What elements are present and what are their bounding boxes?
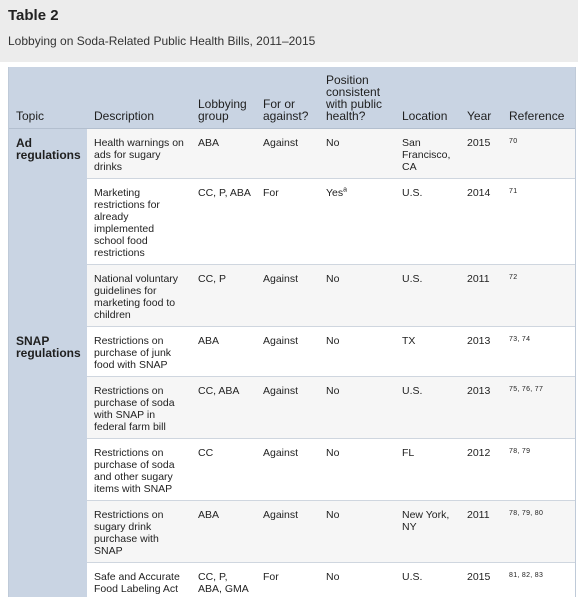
cell-lobbying-group: CC, ABA [191,377,256,439]
cell-reference [502,377,575,439]
table-row [9,179,575,265]
cell-year: 2012 [460,439,502,501]
cell-for-against: Against [256,129,319,179]
topic-ad-regulations: Ad regulations [9,129,87,327]
cell-location: TX [395,327,460,377]
header-topic: Topic [9,67,87,129]
reference-link[interactable]: 81, 82, 83 [509,572,543,579]
table-title-bar [0,0,578,62]
position-value: Yes [326,187,343,199]
cell-for-against: Against [256,439,319,501]
cell-reference [502,327,575,377]
cell-location: U.S. [395,377,460,439]
header-description: Description [87,67,191,129]
position-value: No [326,273,339,285]
cell-location: U.S. [395,563,460,597]
cell-position [319,265,395,327]
cell-reference [502,439,575,501]
cell-for-against: For [256,179,319,265]
table-header-row [9,67,575,129]
position-value: No [326,447,339,459]
cell-position [319,501,395,563]
cell-lobbying-group: CC, P, ABA [191,179,256,265]
header-year: Year [460,67,502,129]
cell-reference [502,501,575,563]
topic-snap-regulations: SNAP regulations [9,327,87,597]
reference-link[interactable]: 70 [509,138,517,145]
table-row [9,563,575,597]
table-row [9,377,575,439]
header-position-consistent: Position consistent with public health? [319,67,395,129]
cell-description: Restrictions on purchase of soda with SNAP in federal farm bill [87,377,191,439]
cell-for-against: Against [256,327,319,377]
cell-year: 2013 [460,327,502,377]
cell-location: U.S. [395,179,460,265]
cell-description: Restrictions on purchase of junk food with SNAP [87,327,191,377]
reference-link[interactable]: 75, 76, 77 [509,386,543,393]
table-row [9,439,575,501]
table-row [9,327,575,377]
table-label: Table 2 [8,7,59,24]
cell-for-against: Against [256,377,319,439]
cell-position [319,179,395,265]
cell-lobbying-group: ABA [191,327,256,377]
reference-link[interactable]: 78, 79, 80 [509,510,543,517]
reference-link[interactable]: 71 [509,188,517,195]
position-value: No [326,335,339,347]
cell-year: 2011 [460,501,502,563]
cell-lobbying-group: ABA [191,129,256,179]
cell-location: FL [395,439,460,501]
header-for-or-against: For or against? [256,67,319,129]
position-value: No [326,385,339,397]
cell-position [319,439,395,501]
cell-lobbying-group: CC [191,439,256,501]
lobbying-table [9,67,575,597]
cell-description: Marketing restrictions for already implemented school food restrictions [87,179,191,265]
header-location: Location [395,67,460,129]
cell-position [319,129,395,179]
table-row [9,265,575,327]
cell-reference [502,563,575,597]
cell-lobbying-group: ABA [191,501,256,563]
cell-lobbying-group: CC, P [191,265,256,327]
cell-location: New York, NY [395,501,460,563]
cell-reference [502,265,575,327]
table-row [9,129,575,179]
table-row [9,501,575,563]
table-caption: Lobbying on Soda-Related Public Health Bills, 2011–2015 [8,34,315,48]
cell-for-against: Against [256,265,319,327]
cell-reference [502,129,575,179]
reference-link[interactable]: 72 [509,274,517,281]
header-reference: Reference [502,67,575,129]
cell-description: Safe and Accurate Food Labeling Act [87,563,191,597]
position-value: No [326,137,339,149]
cell-description: Restrictions on sugary drink purchase with SNAP [87,501,191,563]
cell-position [319,377,395,439]
cell-reference [502,179,575,265]
cell-lobbying-group: CC, P, ABA, GMA [191,563,256,597]
position-value: No [326,571,339,583]
cell-description: National voluntary guidelines for marketing food to children [87,265,191,327]
header-lobbying-group: Lobbying group [191,67,256,129]
cell-for-against: Against [256,501,319,563]
reference-link[interactable]: 73, 74 [509,336,530,343]
cell-description: Health warnings on ads for sugary drinks [87,129,191,179]
cell-position [319,563,395,597]
position-footnote[interactable]: a [343,187,347,194]
cell-for-against: For [256,563,319,597]
cell-year: 2015 [460,129,502,179]
cell-year: 2014 [460,179,502,265]
reference-link[interactable]: 78, 79 [509,448,530,455]
cell-year: 2015 [460,563,502,597]
cell-year: 2011 [460,265,502,327]
cell-position [319,327,395,377]
cell-location: San Francisco, CA [395,129,460,179]
table-container [8,67,576,597]
cell-location: U.S. [395,265,460,327]
cell-year: 2013 [460,377,502,439]
cell-description: Restrictions on purchase of soda and other sugary items with SNAP [87,439,191,501]
position-value: No [326,509,339,521]
